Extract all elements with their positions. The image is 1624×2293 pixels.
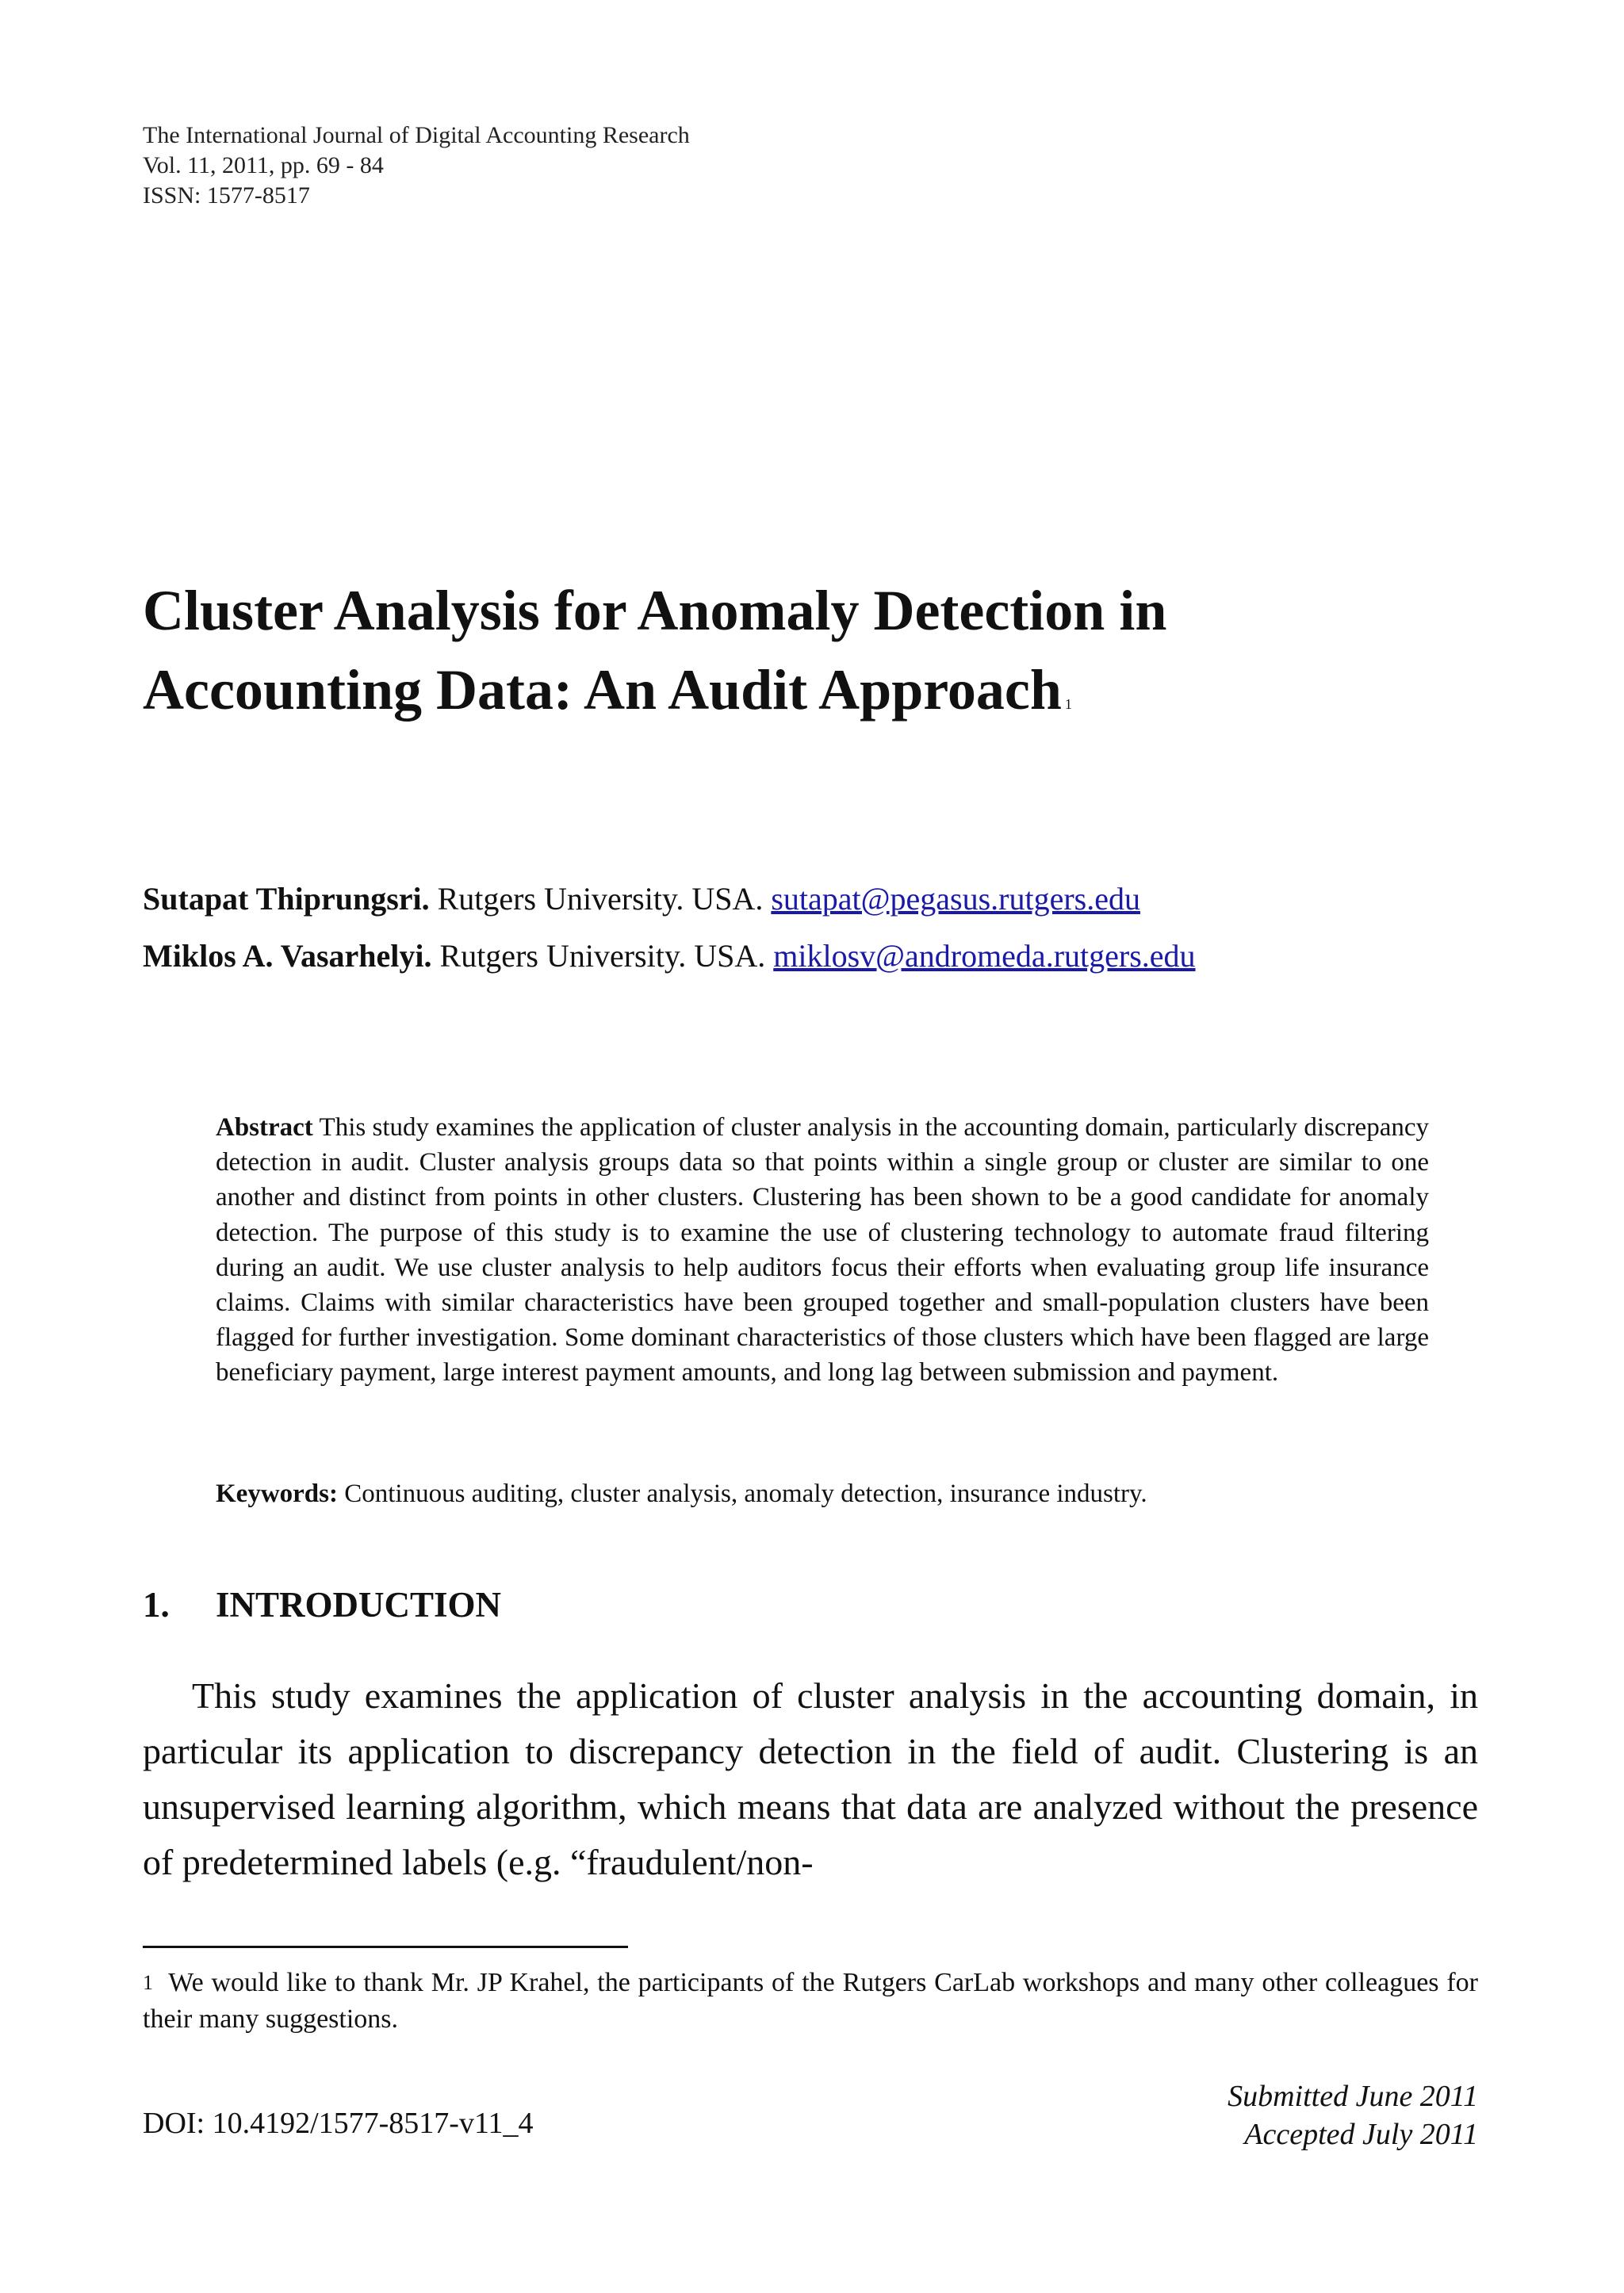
journal-issn: ISSN: 1577-8517 <box>143 182 310 209</box>
section-heading <box>143 1583 501 1627</box>
footnote-divider <box>143 1946 628 1948</box>
author-1-name: Sutapat Thiprungsri. <box>143 881 430 917</box>
keywords-text: Continuous auditing, cluster analysis, anomaly detection, insurance industry. <box>337 1480 1147 1508</box>
author-2-email-link[interactable]: miklosv@andromeda.rutgers.edu <box>773 938 1196 974</box>
paper-title <box>143 571 1491 729</box>
accepted-date: Accepted July 2011 <box>1244 2118 1478 2151</box>
title-line-2 <box>143 650 1491 729</box>
author-1-email-link[interactable]: sutapat@pegasus.rutgers.edu <box>771 881 1140 917</box>
abstract-text: This study examines the application of cluster analysis in the accounting domain, particularly discrepancy detection in audit. Cluster analysis groups data so that points within a single group or cluster are similar to one another and distinct from points in other clusters. Clustering has been shown to be a good candidate for anomaly detection. The purpose of this study is to examine the use of clustering technology to automate fraud filtering during an audit. We use cluster analysis to help auditors focus their efforts when evaluating group life insurance claims. Claims with similar characteristics have been grouped together and small-population clusters have been flagged for further investigation. Some dominant characteristics of those clusters which have been flagged are large beneficiary payment, large interest payment amounts, and long lag between submission and payment. <box>216 1113 1429 1388</box>
section-number: 1. <box>143 1585 170 1625</box>
author-2-affiliation: Rutgers University. USA. <box>431 938 774 974</box>
journal-header <box>143 121 690 211</box>
journal-volume: Vol. 11, 2011, pp. 69 - 84 <box>143 152 384 178</box>
author-1 <box>143 879 1140 920</box>
author-1-affiliation: Rutgers University. USA. <box>429 881 772 917</box>
footnote <box>143 1965 1478 2038</box>
title-line-2-text: Accounting Data: An Audit Approach <box>143 658 1062 722</box>
author-2 <box>143 936 1196 977</box>
title-footnote-marker[interactable]: 1 <box>1064 696 1072 712</box>
keywords <box>216 1476 1429 1511</box>
footnote-text: We would like to thank Mr. JP Krahel, the participants of the Rutgers CarLab workshops and many other colleagues for their many suggestions. <box>143 1968 1478 2034</box>
doi: DOI: 10.4192/1577-8517-v11_4 <box>143 2107 534 2140</box>
submitted-date: Submitted June 2011 <box>1228 2080 1478 2113</box>
author-2-name: Miklos A. Vasarhelyi. <box>143 938 432 974</box>
title-line-1: Cluster Analysis for Anomaly Detection in <box>143 579 1167 642</box>
footnote-marker: 1 <box>143 1971 153 1994</box>
abstract-label: Abstract <box>216 1113 313 1142</box>
abstract <box>216 1110 1429 1391</box>
journal-name: The International Journal of Digital Accounting Research <box>143 122 690 148</box>
section-title: INTRODUCTION <box>216 1585 502 1625</box>
keywords-label: Keywords: <box>216 1480 338 1508</box>
body-paragraph: This study examines the application of cluster analysis in the accounting domain, in particular its application to discrepancy detection in the field of audit. Clustering is an unsupervised learning algorithm, which means that data are analyzed without the presence of predetermined labels (e.g. “fraudulent/non- <box>143 1675 1478 1882</box>
